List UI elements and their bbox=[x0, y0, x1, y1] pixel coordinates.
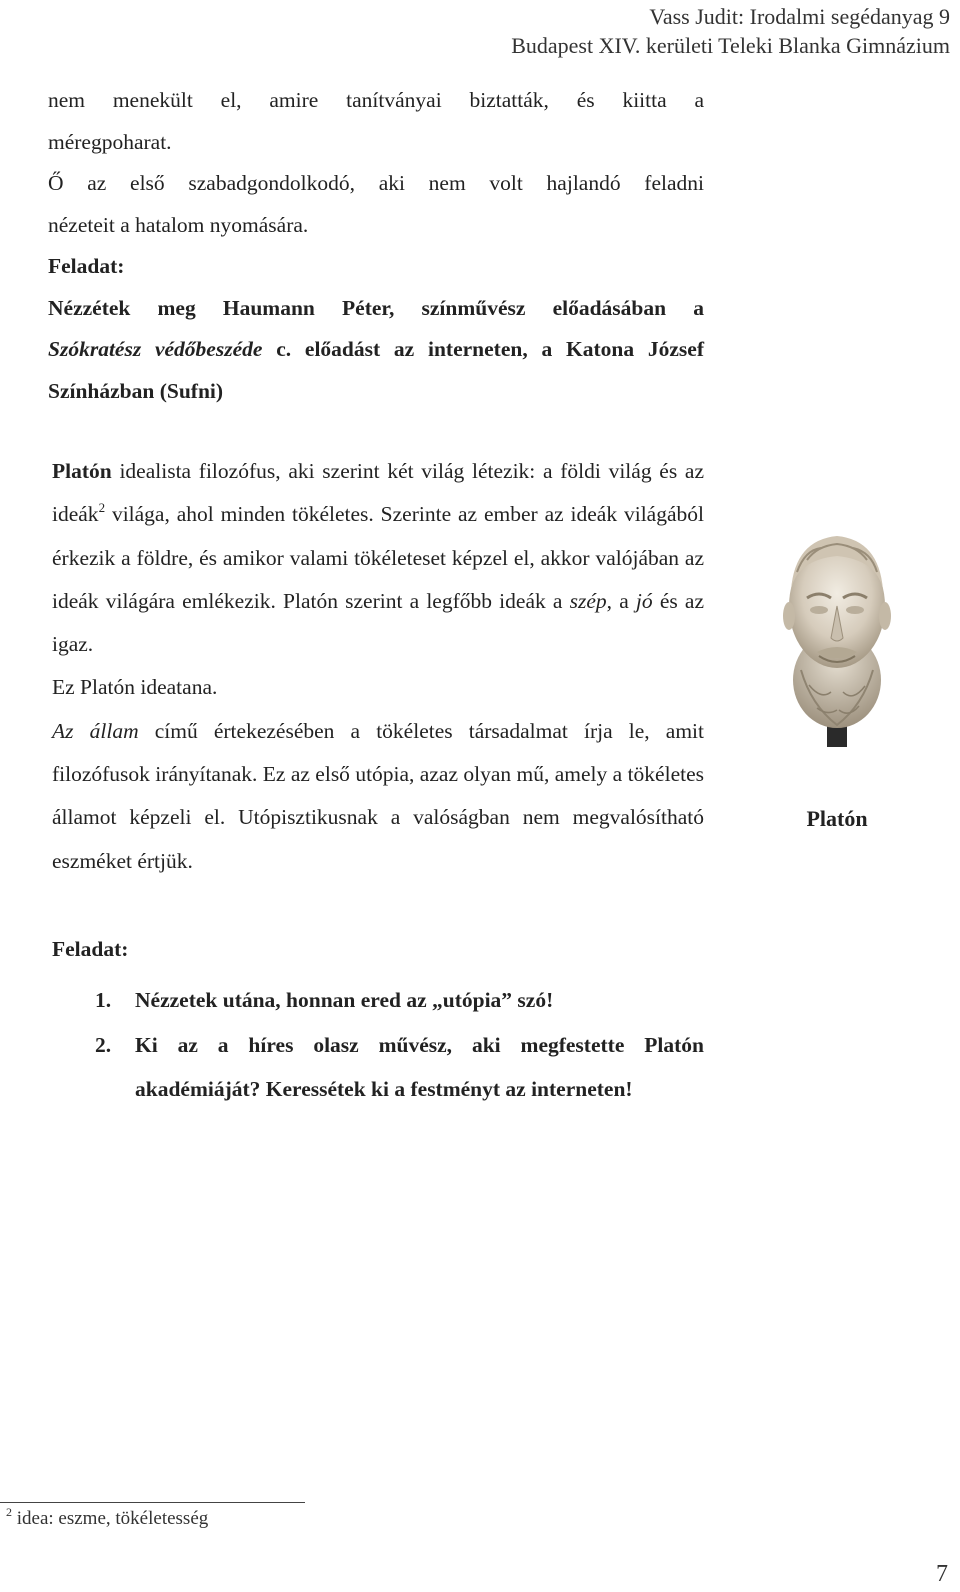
task-text-line: Színházban (Sufni) bbox=[48, 378, 224, 403]
ideatana-sentence: Ez Platón ideatana. bbox=[52, 675, 218, 700]
image-caption: Platón bbox=[806, 806, 868, 831]
plato-name: Platón bbox=[52, 459, 112, 483]
footnote-number: 2 bbox=[6, 1505, 12, 1519]
text-fragment: és az igaz. bbox=[52, 588, 704, 657]
footnote-text: idea: eszme, tökéletesség bbox=[12, 1508, 209, 1529]
task-label: Feladat: bbox=[48, 254, 125, 278]
task-text: Ki az a híres olasz művész, aki megfestette Platón akadémiáját? Keressétek ki a festményt az interneten! bbox=[135, 1032, 704, 1101]
text-line: nézeteit a hatalom nyomására. bbox=[48, 212, 309, 237]
footnote-ref: 2 bbox=[98, 500, 106, 516]
task-text: Nézzetek utána, honnan ered az „utópia” szó! bbox=[135, 988, 554, 1012]
page-number: 7 bbox=[936, 1561, 948, 1587]
task-heading: Feladat: bbox=[52, 937, 129, 961]
text-line: nem menekült el, amire tanítványai biztatták, és kiitta a bbox=[48, 88, 704, 112]
task-list bbox=[52, 978, 704, 1112]
task-number: 2. bbox=[95, 1032, 112, 1057]
book-title: Az állam bbox=[52, 718, 139, 743]
plato-bust-illustration bbox=[761, 520, 913, 747]
text-line: méregpoharat. bbox=[48, 129, 172, 154]
plato-bust-image bbox=[761, 520, 913, 747]
text-line: Ő az első szabadgondolkodó, aki nem volt hajlandó feladni bbox=[48, 171, 704, 195]
task-text-line bbox=[48, 329, 704, 371]
utopia-paragraph bbox=[52, 719, 704, 873]
task-text-fragment: c. előadást az interneten, a Katona József bbox=[262, 337, 705, 361]
header-school: Budapest XIV. kerületi Teleki Blanka Gimnázium bbox=[511, 33, 950, 58]
text-fragment: világa, ahol minden tökéletes. Szerinte az ember az ideák világából érkezik a földre, és amikor valami tökéleteset képzel el, akkor valójában az ideák világára emlékezik. Platón szerint a legfőbb ideák a bbox=[52, 502, 704, 613]
page-header bbox=[511, 2, 950, 60]
text-fragment: című értekezésében a tökéletes társadalmat írja le, amit filozófusok irányítanak. Ez az első utópia, azaz olyan mű, amely a tökéletes államot képzeli el. Utópisztikusnak a valóságban nem megvalósítható eszméket értjük. bbox=[52, 718, 704, 873]
list-item bbox=[52, 978, 704, 1023]
emphasis-szep: szép bbox=[569, 588, 607, 613]
text-fragment: , a bbox=[606, 588, 636, 613]
list-item bbox=[52, 1023, 704, 1112]
emphasis-jo: jó bbox=[635, 588, 653, 613]
footnote-separator bbox=[0, 1502, 305, 1503]
header-author-title: Vass Judit: Irodalmi segédanyag 9 bbox=[649, 4, 950, 29]
task-number: 1. bbox=[95, 988, 112, 1012]
socrates-section bbox=[48, 80, 704, 412]
work-title: Szókratész védőbeszéde bbox=[48, 337, 263, 361]
plato-section bbox=[52, 450, 704, 883]
footnote bbox=[6, 1505, 209, 1530]
plato-paragraph bbox=[52, 459, 704, 656]
task-text-line: Nézzétek meg Haumann Péter, színművész előadásában a bbox=[48, 295, 704, 320]
text-fragment: idealista filozófus, aki szerint két világ létezik: a földi világ és az ideák bbox=[52, 459, 704, 527]
